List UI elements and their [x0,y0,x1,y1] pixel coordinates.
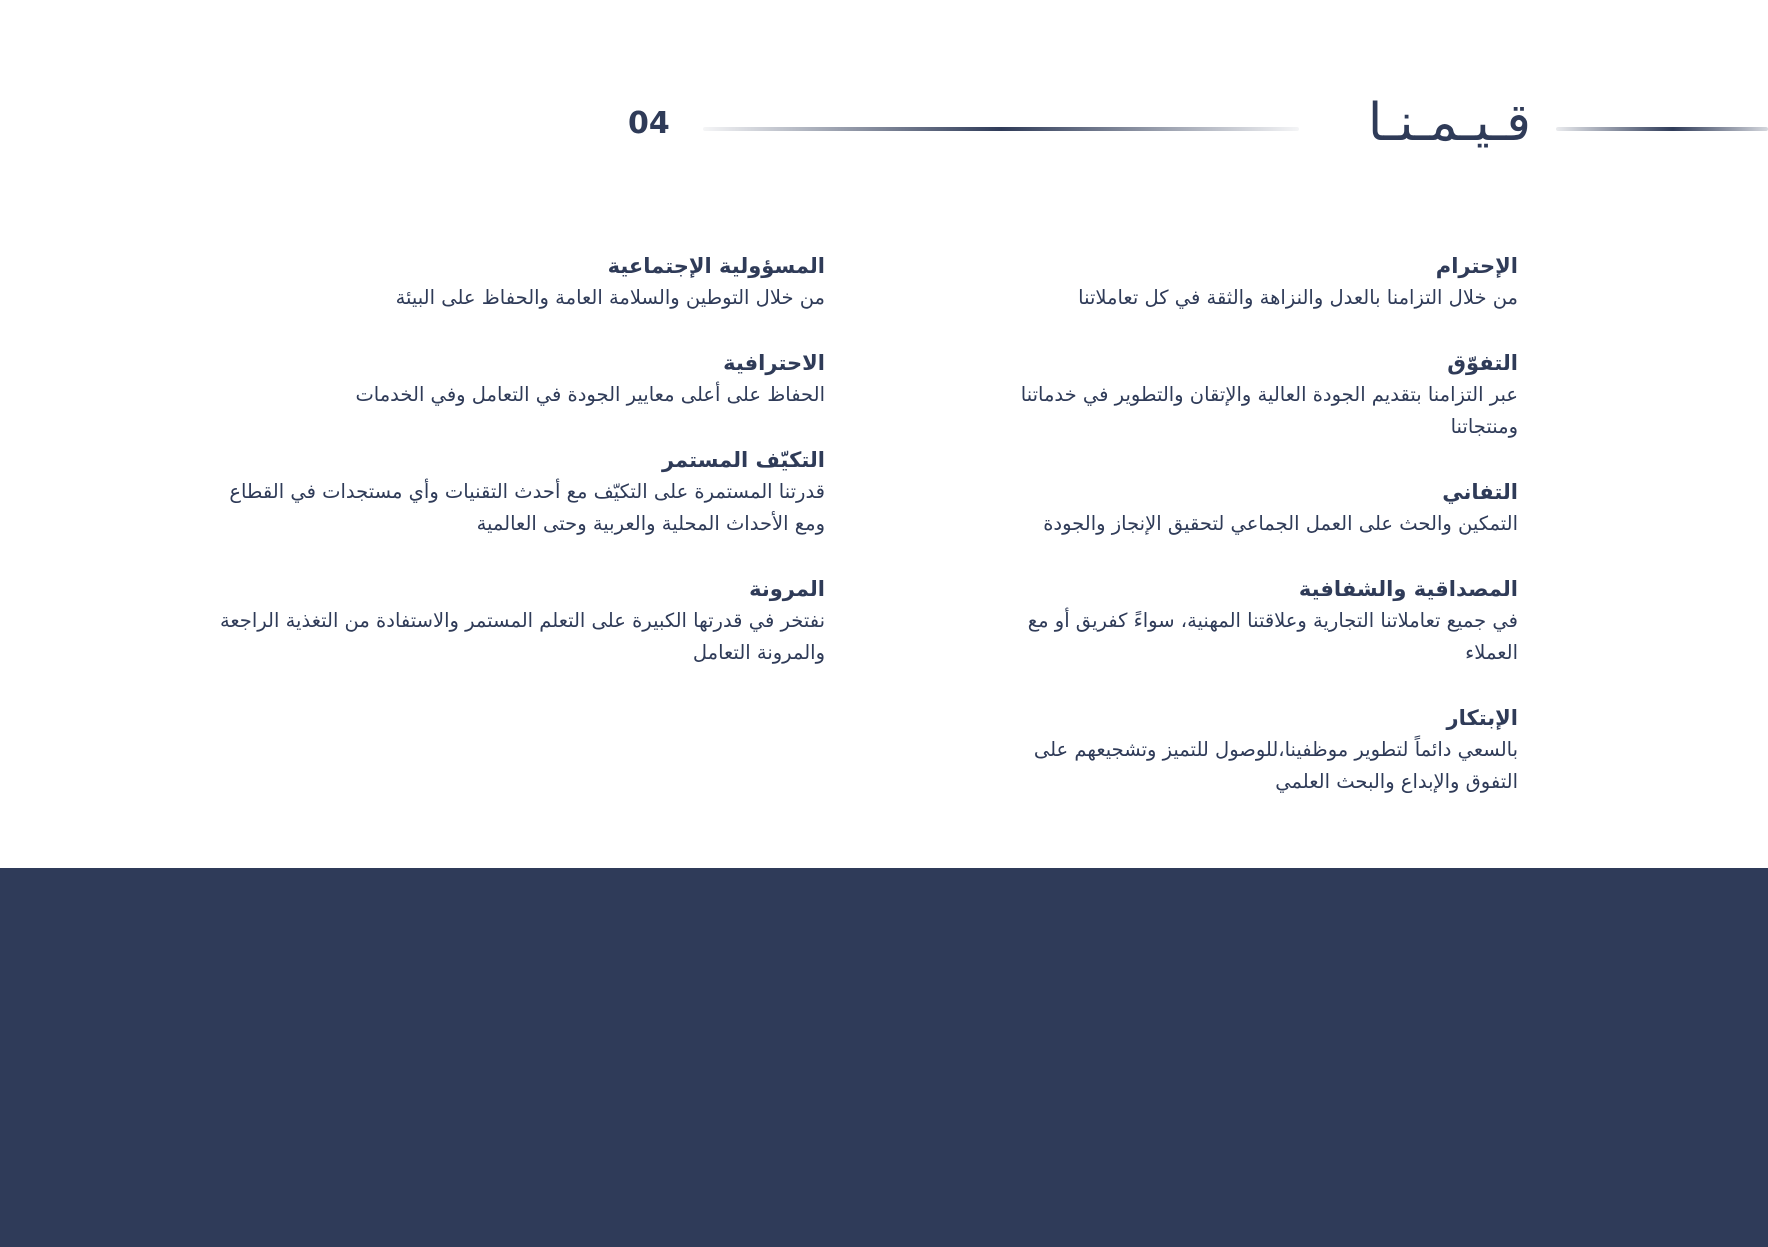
value-item-excellence [978,347,1518,443]
value-description: قدرتنا المستمرة على التكيّف مع أحدث التقنيات وأي مستجدات في القطاع ومع الأحداث المحلية والعربية وحتى العالمية [229,480,825,535]
footer-band [0,868,1768,1247]
value-item-respect [978,250,1518,314]
values-column-right [978,250,1518,831]
value-title: التفاني [1442,480,1518,504]
page-title: قـيـمـنـا [1367,93,1531,153]
value-item-adaptation [195,444,825,540]
value-title: التفوّق [1447,351,1518,375]
value-description: بالسعي دائماً لتطوير موظفينا،للوصول للتميز وتشجيعهم على التفوق والإبداع والبحث العلمي [1033,738,1518,793]
value-description: من خلال التوطين والسلامة العامة والحفاظ على البيئة [395,286,825,309]
value-description: الحفاظ على أعلى معايير الجودة في التعامل وفي الخدمات [355,383,825,406]
values-column-left [195,250,825,702]
value-title: الإحترام [1435,254,1518,278]
value-description: من خلال التزامنا بالعدل والنزاهة والثقة في كل تعاملاتنا [1078,286,1518,309]
value-description: عبر التزامنا بتقديم الجودة العالية والإتقان والتطوير في خدماتنا ومنتجاتنا [1020,383,1518,438]
decorative-rule-right [1556,127,1768,131]
value-description: في جميع تعاملاتنا التجارية وعلاقتنا المهنية، سواءً كفريق أو مع العملاء [1027,609,1518,664]
value-item-flexibility [195,573,825,669]
value-title: الإبتكار [1446,706,1518,730]
value-item-professionalism [195,347,825,411]
value-item-dedication [978,476,1518,540]
page-number: 04 [628,106,670,141]
value-title: التكيّف المستمر [661,448,825,472]
value-description: التمكين والحث على العمل الجماعي لتحقيق الإنجاز والجودة [1043,512,1518,535]
value-item-social-responsibility [195,250,825,314]
value-item-integrity [978,573,1518,669]
value-title: المصداقية والشفافية [1298,577,1518,601]
decorative-rule-center [703,127,1299,131]
value-item-innovation [978,702,1518,798]
value-title: المرونة [749,577,825,601]
value-title: المسؤولية الإجتماعية [607,254,825,278]
value-title: الاحترافية [723,351,825,375]
value-description: نفتخر في قدرتها الكبيرة على التعلم المستمر والاستفادة من التغذية الراجعة والمرونة التعامل [219,609,825,664]
